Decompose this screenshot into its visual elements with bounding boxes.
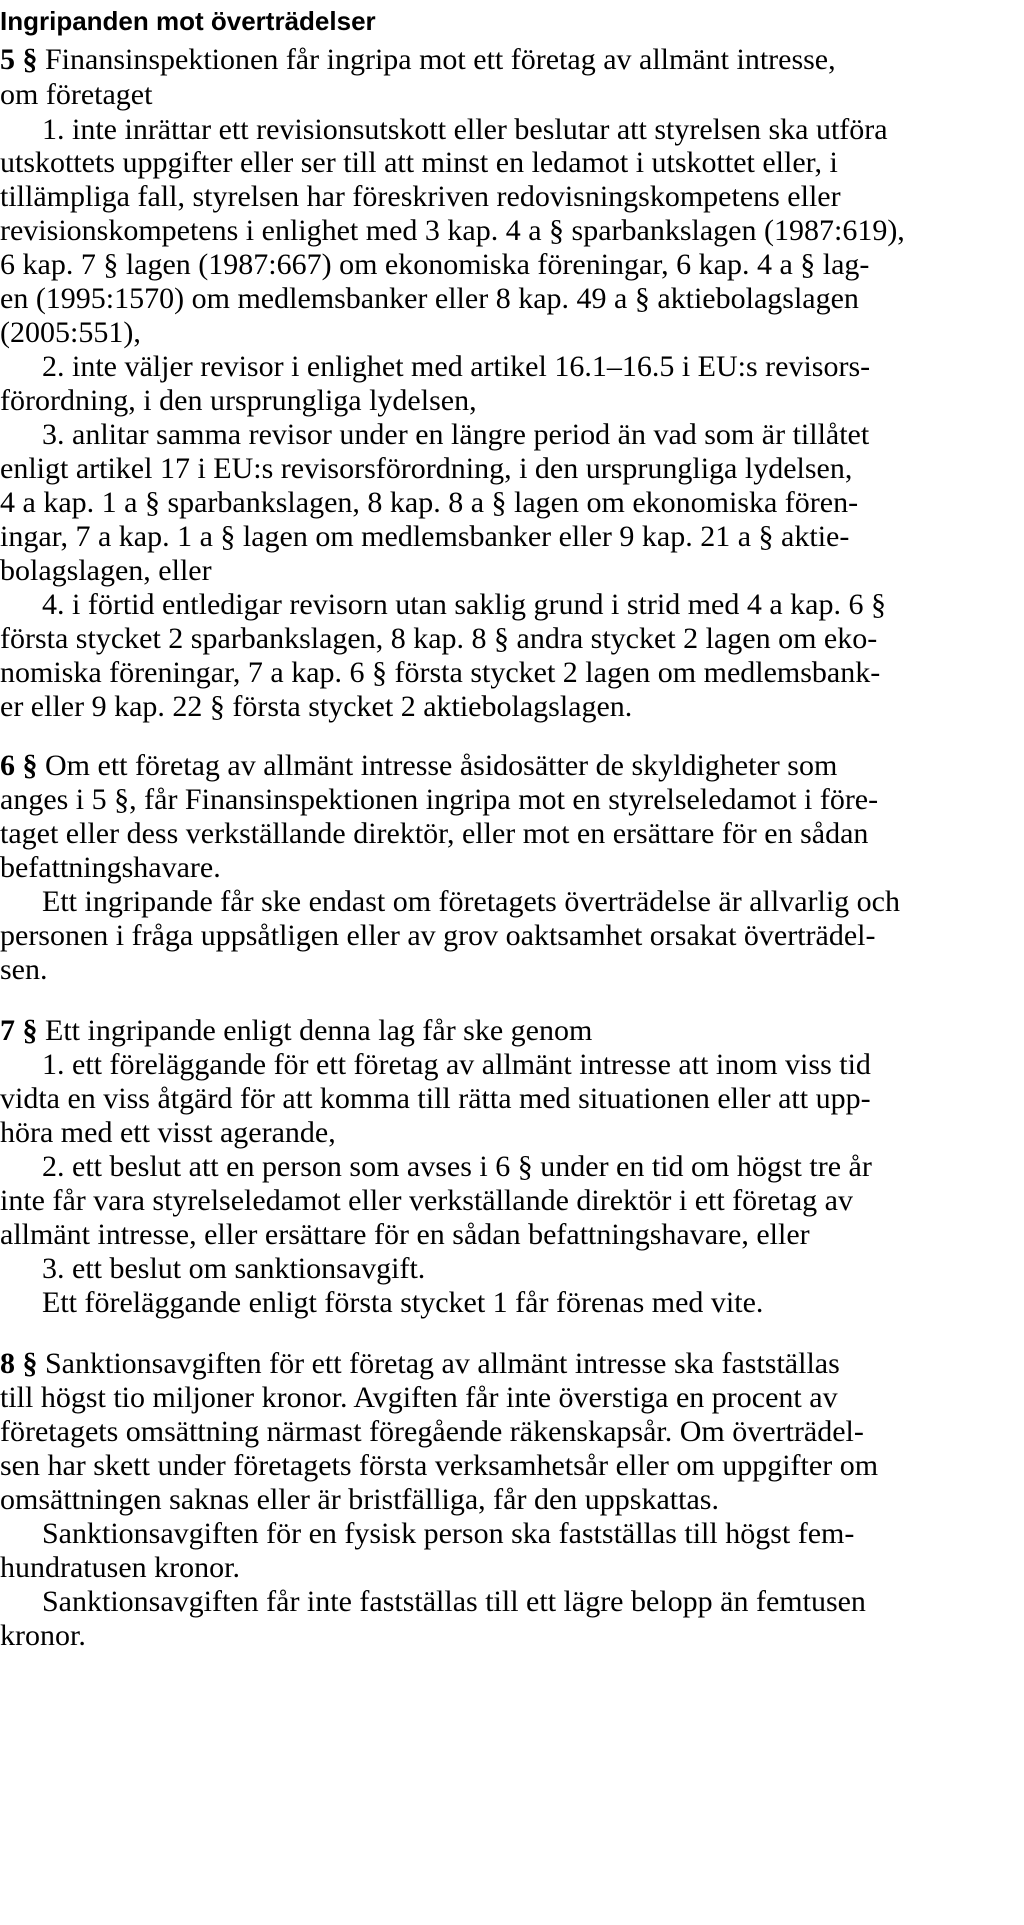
section-number-7: 7 § [0, 1014, 38, 1047]
section-5-line: första stycket 2 sparbankslagen, 8 kap. 8 § andra stycket 2 lagen om eko- [0, 622, 878, 655]
section-7-line: Ett föreläggande enligt första stycket 1 får förenas med vite. [42, 1286, 764, 1319]
section-8-line: sen har skett under företagets första verksamhetsår eller om uppgifter om [0, 1449, 879, 1482]
section-5-line: bolagslagen, eller [0, 554, 212, 587]
section-5-line: 4 a kap. 1 a § sparbankslagen, 8 kap. 8 a § lagen om ekonomiska fören- [0, 486, 859, 519]
section-5-line: 6 kap. 7 § lagen (1987:667) om ekonomiska föreningar, 6 kap. 4 a § lag- [0, 248, 870, 281]
section-5-line: tillämpliga fall, styrelsen har föreskriven redovisningskompetens eller [0, 180, 841, 213]
section-8-line: hundratusen kronor. [0, 1551, 240, 1584]
section-6-line: Ett ingripande får ske endast om företagets överträdelse är allvarlig och [42, 885, 900, 918]
section-6-line: anges i 5 §, får Finansinspektionen ingripa mot en styrelseledamot i före- [0, 783, 879, 816]
section-8-line: företagets omsättning närmast föregående räkenskapsår. Om överträdel- [0, 1415, 864, 1448]
section-number-6: 6 § [0, 749, 38, 782]
section-5-line: revisionskompetens i enlighet med 3 kap. 4 a § sparbankslagen (1987:619), [0, 214, 905, 247]
section-6-line: personen i fråga uppsåtligen eller av grov oaktsamhet orsakat överträdel- [0, 919, 876, 952]
section-5-line: nomiska föreningar, 7 a kap. 6 § första stycket 2 lagen om medlemsbank- [0, 656, 881, 689]
section-6-line: befattningshavare. [0, 851, 221, 884]
section-5-line: 3. anlitar samma revisor under en längre period än vad som är tillåtet [42, 418, 870, 451]
section-7-line: allmänt intresse, eller ersättare för en sådan befattningshavare, eller [0, 1218, 810, 1251]
section-5-line: en (1995:1570) om medlemsbanker eller 8 kap. 49 a § aktiebolagslagen [0, 282, 859, 315]
section-8-line: kronor. [0, 1619, 86, 1652]
section-5-line: 5 § Finansinspektionen får ingripa mot ett företag av allmänt intresse, [0, 43, 836, 76]
section-8-line: omsättningen saknas eller är bristfälliga, får den uppskattas. [0, 1483, 719, 1516]
section-7-line: inte får vara styrelseledamot eller verkställande direktör i ett företag av [0, 1184, 853, 1217]
section-5-line: enligt artikel 17 i EU:s revisorsförordning, i den ursprungliga lydelsen, [0, 452, 853, 485]
section-5-line: 1. inte inrättar ett revisionsutskott eller beslutar att styrelsen ska utföra [42, 113, 888, 146]
section-8-line: Sanktionsavgiften får inte fastställas till ett lägre belopp än femtusen [42, 1585, 866, 1618]
section-7-line: vidta en viss åtgärd för att komma till rätta med situationen eller att upp- [0, 1082, 871, 1115]
section-7-line: 2. ett beslut att en person som avses i 6 § under en tid om högst tre år [42, 1150, 872, 1183]
section-number-5: 5 § [0, 43, 38, 76]
section-7-line: 7 § Ett ingripande enligt denna lag får ske genom [0, 1014, 593, 1047]
section-7-line: höra med ett visst agerande, [0, 1116, 336, 1149]
section-8-line: Sanktionsavgiften för en fysisk person ska fastställas till högst fem- [42, 1517, 855, 1550]
section-5-line: 4. i förtid entledigar revisorn utan saklig grund i strid med 4 a kap. 6 § [42, 588, 886, 621]
section-6-line: sen. [0, 953, 48, 986]
section-5-line: er eller 9 kap. 22 § första stycket 2 aktiebolagslagen. [0, 690, 633, 723]
section-5-line: om företaget [0, 78, 153, 111]
document-heading: Ingripanden mot överträdelser [0, 6, 376, 36]
section-7-line: 1. ett föreläggande för ett företag av allmänt intresse att inom viss tid [42, 1048, 871, 1081]
section-7-line: 3. ett beslut om sanktionsavgift. [42, 1252, 426, 1285]
section-number-8: 8 § [0, 1347, 38, 1380]
section-8-line: till högst tio miljoner kronor. Avgiften får inte överstiga en procent av [0, 1381, 838, 1414]
section-6-line: 6 § Om ett företag av allmänt intresse åsidosätter de skyldigheter som [0, 749, 838, 782]
section-5-line: ingar, 7 a kap. 1 a § lagen om medlemsbanker eller 9 kap. 21 a § aktie- [0, 520, 850, 553]
section-5-line: förordning, i den ursprungliga lydelsen, [0, 384, 477, 417]
section-5-line: (2005:551), [0, 316, 141, 349]
section-5-line: utskottets uppgifter eller ser till att minst en ledamot i utskottet eller, i [0, 146, 838, 179]
section-8-line: 8 § Sanktionsavgiften för ett företag av allmänt intresse ska fastställas [0, 1347, 840, 1380]
section-6-line: taget eller dess verkställande direktör, eller mot en ersättare för en sådan [0, 817, 869, 850]
section-5-line: 2. inte väljer revisor i enlighet med artikel 16.1–16.5 i EU:s revisors- [42, 350, 871, 383]
